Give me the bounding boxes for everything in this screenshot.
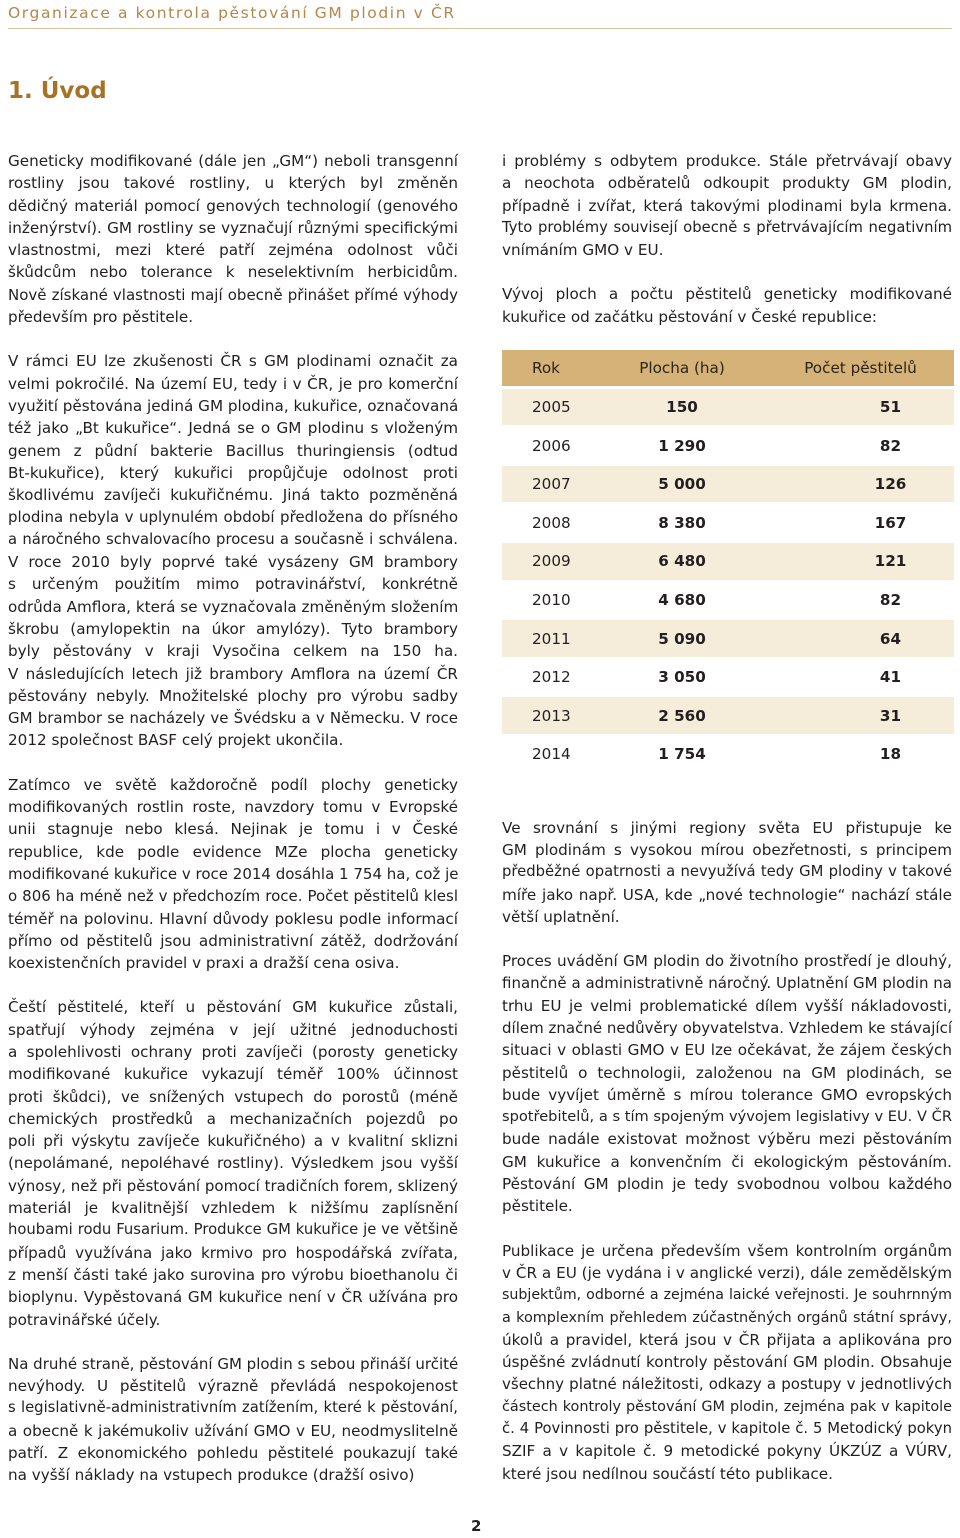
text-line: úspěšné zvládnutí kontroly pěstování GM plodin. Obsahuje [502,1353,952,1372]
text-line: s určeným použitím mimo potravinářství, konkrétně [8,575,458,594]
table-row [502,504,954,543]
text-line: bude nadále existovat možnost výběru mezi pěstováním [502,1130,952,1149]
area-cell: 1 754 [597,736,767,775]
text-line: dílem značné nedůvěry obyvatelstva. Vzhledem ke stávající [502,1018,952,1037]
text-line: spatřují výhody zejména v její užitné jednoduchosti [8,1020,458,1039]
table-row [502,427,954,466]
column-header-growers: Počet pěstitelů [767,350,954,389]
paragraph [8,150,458,328]
table-row [502,620,954,659]
text-line: o 806 ha méně než v předchozím roce. Počet pěstitelů klesl [8,887,458,906]
text-line: Bt-kukuřice), který kukuřici propůjčuje odolnost proti [8,463,458,482]
growers-cell: 121 [767,543,954,582]
text-line: V rámci EU lze zkušenosti ČR s GM plodinami označit za [8,352,458,371]
text-line: Vývoj ploch a počtu pěstitelů geneticky modifikované [502,285,952,304]
right-column [502,150,952,1507]
growers-cell: 64 [767,620,954,659]
area-cell: 1 290 [597,427,767,466]
year-cell: 2013 [502,697,597,736]
text-line: a náročného schvalovacího procesu a současně i schválena. [8,530,458,548]
text-line: i problémy s odbytem produkce. Stále přetrvávají obavy [502,152,952,170]
paragraph [8,350,458,751]
text-line: Geneticky modifikované (dále jen „GM“) neboli transgenní [8,152,458,170]
area-cell: 5 000 [597,466,767,505]
section-heading: 1. Úvod [8,78,107,104]
text-line: GM plodinám s vysokou mírou obezřetnosti, s principem [502,840,952,859]
text-line: škodlivému zavíječi kukuřičnému. Jiná takto pozměněná [8,486,458,505]
text-line: plodina nebyla v uplynulém období předložena do přísného [8,508,458,527]
table-row [502,582,954,621]
year-cell: 2005 [502,389,597,428]
column-header-year: Rok [502,350,597,389]
text-line: bude vyvíjet úměrně s mírou tolerance GMO evropských [502,1085,952,1104]
text-line: dědičný materiál pomocí genových technologií (genového [8,196,458,215]
growers-cell: 41 [767,659,954,698]
text-line: škůdcům nebo tolerance k neselektivním herbicidům. [8,263,458,282]
text-line: především pro pěstitele. [8,308,194,327]
table-row [502,736,954,775]
right-column-top-text [502,150,952,328]
paragraph [502,150,952,261]
text-line: V roce 2010 byly poprvé také vysázeny GM brambory [8,553,458,572]
header-divider [8,28,952,29]
text-line: proti škůdci), ve snížených vstupech do porostů (méně [8,1087,458,1106]
text-line: kukuřice od začátku pěstování v České republice: [502,307,877,326]
text-line: a obecně k jakémukoliv užívání GMO v EU, neodmyslitelně [8,1421,458,1440]
text-line: Čeští pěstitelé, kteří u pěstování GM kukuřice zůstali, [8,998,458,1017]
text-line: SZIF a v kapitole č. 9 metodické pokyny ÚKZÚZ a VÚRV, [502,1442,952,1461]
table-row [502,543,954,582]
paragraph [502,1240,952,1485]
text-line: pěstitele. [502,1197,573,1216]
text-line: Zatímco ve světě každoročně podíl plochy geneticky [8,775,458,794]
text-line: Na druhé straně, pěstování GM plodin s sebou přináší určité [8,1354,459,1373]
year-cell: 2007 [502,466,597,505]
area-cell: 150 [597,389,767,428]
year-cell: 2006 [502,427,597,466]
text-line: rostliny jsou takové rostliny, u kterých byl změněn [8,174,458,193]
text-line: spotřebitelů, a s tím spojeným vývojem legislativy v EU. V ČR [502,1108,952,1126]
paragraph [8,996,458,1330]
text-line: nevýhody. U pěstitelů výrazně převládá nespokojenost [8,1377,458,1396]
year-cell: 2008 [502,504,597,543]
growers-cell: 82 [767,582,954,621]
text-line: republice, kde podle evidence MZe plocha geneticky [8,842,458,861]
table-body [502,389,954,775]
text-line: Ve srovnání s jinými regiony světa EU přistupuje ke [502,818,952,837]
text-line: případně i zvířat, která takovými plodinami byla krmena. [502,196,952,215]
text-line: výnosy, než při pěstování pomocí tradičních forem, sklizený [8,1176,458,1195]
area-cell: 6 480 [597,543,767,582]
text-line: finančně a administrativně náročný. Uplatnění GM plodin na [502,974,952,993]
text-line: případů využívána jako krmivo pro hospodářská zvířata, [8,1243,458,1262]
paragraph [8,1353,458,1487]
text-line: GM brambor se nacházely ve Švédsku a v Německu. V roce [8,709,458,728]
text-line: v ČR a EU (je vydána i v anglické verzi), dále zemědělským [502,1263,952,1282]
text-line: předběžné opatrnosti a nevyužívá tedy GM plodiny v takové [502,863,952,881]
year-cell: 2010 [502,582,597,621]
text-line: z menší části také jako surovina pro výrobu bioethanolu či [8,1265,458,1284]
text-line: potravinářské účely. [8,1310,161,1329]
text-line: trhu EU je velmi problematické dílem vyšší nákladovosti, [502,996,952,1015]
text-line: genem z půdní bakterie Bacillus thuringiensis (odtud [8,441,458,460]
text-line: byly pěstovány v kraji Vysočina celkem na 150 ha. [8,642,458,661]
paragraph [502,283,952,328]
text-line: modifikované kukuřice v roce 2014 dosáhla 1 754 ha, což je [8,864,459,883]
text-line: inženýrství). GM rostliny se vyznačují různými specifickými [8,218,458,237]
gm-maize-table [502,350,954,775]
text-line: patří. Z ekonomického pohledu pěstitelé poukazují také [8,1444,458,1463]
text-line: materiál je kvalitnější vzhledem k nižšímu zaplísnění [8,1199,458,1218]
text-line: vnímáním GMO v EU. [502,241,664,260]
text-line: též jako „Bt kukuřice“. Jedná se o GM plodinu s vloženým [8,419,458,438]
text-line: koexistenčních pravidel v praxi a dražší cena osiva. [8,954,400,973]
growers-cell: 82 [767,427,954,466]
text-line: přímo od pěstitelů jsou administrativní zátěž, dodržování [8,931,458,950]
page-number: 2 [471,1517,482,1535]
paragraph [8,774,458,975]
text-line: s legislativně-administrativním zatížením, které k pěstování, [8,1399,458,1417]
text-line: unii stagnuje nebo klesá. Nejinak je tomu i v České [8,820,458,839]
text-line: GM kukuřice a konvenčním či ekologickým pěstováním. [502,1152,952,1171]
table-row [502,389,954,428]
text-line: míře jako např. USA, kde „nové technologie“ nachází stále [502,885,952,904]
text-line: modifikované kukuřice vykazují téměř 100% účinnost [8,1065,458,1084]
text-line: téměř na polovinu. Hlavní důvody poklesu podle informací [8,909,458,928]
right-column-bottom-text [502,817,952,1485]
text-line: subjektům, odborné a zejména laické veřejnosti. Je souhrnným [502,1287,952,1304]
text-line: bioplynu. Vypěstovaná GM kukuřice není v ČR užívána pro [8,1288,458,1307]
text-line: modifikovaných rostlin roste, navzdory tomu v Evropské [8,798,458,817]
text-line: a neochota odběratelů odkoupit produkty GM plodin, [502,174,952,193]
text-line: pěstitelů o technologii, založenou na GM plodinách, se [502,1063,952,1082]
text-line: všechny platné náležitosti, odkazy a postupy v jednotlivých [502,1375,952,1394]
text-line: na vyšší náklady na vstupech produkce (dražší osivo) [8,1466,415,1485]
paragraph [502,817,952,928]
text-line: větší uplatnění. [502,907,620,926]
text-line: chemických prostředků a mechanizačních pojezdů po [8,1109,458,1128]
text-line: Proces uvádění GM plodin do životního prostředí je dlouhý, [502,952,952,971]
text-line: využití pěstována jediná GM plodina, kukuřice, označovaná [8,396,459,415]
year-cell: 2014 [502,736,597,775]
table-row [502,697,954,736]
text-line: částech kontroly pěstování GM plodin, zejména pak v kapitole [502,1398,952,1415]
text-line: velmi pokročilé. Na území EU, tedy i v ČR, je pro komerční [8,374,458,393]
text-line: pěstovány nebyly. Množitelské plochy pro výrobu sadby [8,686,458,705]
year-cell: 2011 [502,620,597,659]
text-line: Publikace je určena především všem kontrolním orgánům [502,1241,952,1260]
area-cell: 4 680 [597,582,767,621]
text-line: Tyto problémy souvisejí obecně s přetrvávajícím negativním [502,218,952,236]
paragraph [502,950,952,1218]
growers-cell: 31 [767,697,954,736]
table-row [502,466,954,505]
text-line: vlastnostmi, mezi které patří zejména odolnost vůči [8,241,458,260]
text-line: č. 4 Povinnosti pro pěstitele, v kapitole č. 5 Metodický pokyn [502,1420,952,1438]
year-cell: 2009 [502,543,597,582]
text-line: V následujících letech již brambory Amflora na území ČR [8,664,458,683]
area-cell: 8 380 [597,504,767,543]
text-line: a spolehlivosti ochrany proti zavíječi (porosty geneticky [8,1042,458,1061]
growers-cell: 18 [767,736,954,775]
area-cell: 2 560 [597,697,767,736]
table-row [502,659,954,698]
area-cell: 5 090 [597,620,767,659]
text-line: úkolů a pravidel, která jsou v ČR přijata a aplikována pro [502,1330,952,1349]
table-header-row [502,350,954,389]
left-column [8,150,458,1509]
text-line: (nepolámané, nepoléhavé rostliny). Výsledkem jsou vyšší [8,1154,458,1173]
column-header-area: Plocha (ha) [597,350,767,389]
text-line: odrůda Amflora, která se vyznačovala změněným složením [8,597,459,616]
text-line: situaci v oblasti GMO v EU lze očekávat, že zájem českých [502,1041,952,1060]
running-header: Organizace a kontrola pěstování GM plodin v ČR [8,4,456,22]
text-line: poli při výskytu zavíječe kukuřičného) a v kvalitní sklizni [8,1132,458,1151]
year-cell: 2012 [502,659,597,698]
text-line: Pěstování GM plodin je tedy svobodnou volbou každého [502,1175,952,1194]
area-cell: 3 050 [597,659,767,698]
text-line: Nově získané vlastnosti mají obecně přinášet přímé výhody [8,285,458,304]
text-line: které jsou nedílnou součástí této publikace. [502,1464,833,1483]
growers-cell: 126 [767,466,954,505]
text-line: a komplexním přehledem zúčastněných orgánů státní správy, [502,1309,952,1326]
text-line: škrobu (amylopektin na úkor amylózy). Tyto brambory [8,619,458,638]
growers-cell: 167 [767,504,954,543]
text-line: 2012 společnost BASF celý projekt ukončila. [8,731,344,750]
growers-cell: 51 [767,389,954,428]
text-line: houbami rodu Fusarium. Produkce GM kukuřice je ve většině [8,1221,458,1239]
